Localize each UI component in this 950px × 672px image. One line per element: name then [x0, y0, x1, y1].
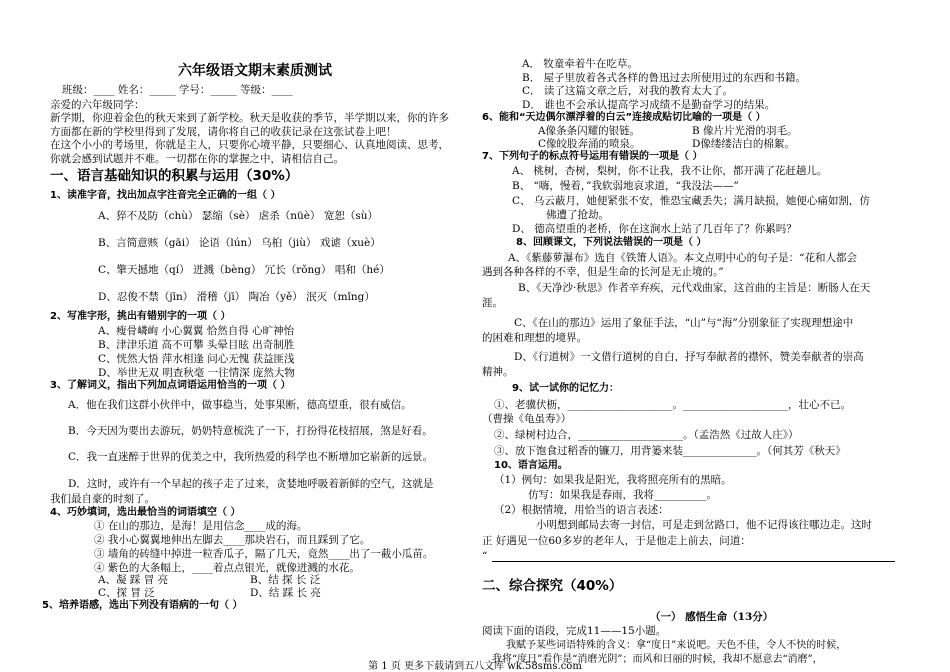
- question-4-option-b: B、结 探 长 泛: [250, 574, 321, 586]
- question-6-option-a: A像条条闪耀的银链。: [538, 125, 641, 137]
- question-8-option-b-line-1: B、《天净沙·秋思》作者辛弃疾，元代戏曲家，这首曲的主旨是：断肠人在天: [518, 282, 871, 294]
- question-1-option-b: B、言简意赅（gāi） 论语（lún） 乌桕（jiù） 戏谑（xuè）: [98, 237, 381, 249]
- question-9-item-1-source: （曹操《龟虽寿》）: [482, 413, 572, 425]
- question-9-item-3: ③、放下饱食过稻香的镰刀，用背篓来装______________。（何其芳《秋天》: [494, 445, 846, 457]
- question-10-part-2-context-2: 正 好遇见一位60多岁的老年人，于是他走上前去，问道：: [482, 535, 751, 547]
- question-2-option-a: A、瘦骨嶙峋 小心翼翼 恰然自得 心旷神怡: [98, 325, 295, 337]
- question-6-option-b: B 像片片光滑的羽毛。: [692, 125, 798, 137]
- passage-line-2: 我将“度日”看作是“消磨光阴”；而风和日丽的时候，我却不愿意去“消磨”，: [492, 654, 823, 665]
- question-10-part-2: （2）根据情境，用恰当的语言表述：: [494, 504, 669, 516]
- question-1-option-c: C、擎天撼地（qí） 迸溅（bèng） 冗长（rǒng） 唱和（hé）: [98, 264, 390, 276]
- answer-line[interactable]: [492, 561, 895, 562]
- question-2-option-b: B、津津乐道 高不可攀 头晕目眩 出奇制胜: [98, 339, 295, 351]
- intro-paragraph-2: 在这个小小的考场里，你就是主人，只要你心境平静，只要细心、认真地阅读、思考，你就会感到试题并不难。一切都在你的掌握之中，请相信自己。: [50, 139, 449, 166]
- question-8-option-a-line-2: 遇到各种各样的不幸，但是生命的长河是无止境的。”: [482, 266, 724, 278]
- question-10-stem: 10、语言运用。: [494, 460, 568, 471]
- question-2-option-c: C、恍然大悟 萍水相逢 问心无愧 获益匪浅: [98, 353, 295, 365]
- greeting: 亲爱的六年级同学：: [50, 99, 145, 111]
- question-5-stem: 5、培养语感，选出下列没有语病的一句（ ）: [42, 600, 243, 611]
- question-8-stem: 8、回顾课文，下列说法错误的一项是（ ）: [516, 237, 707, 248]
- question-5-option-a: A． 牧童牵着牛在吃草。: [522, 58, 638, 70]
- page-footer: 第 1 页 更多下载请到五八文库 wk.58sms.com: [368, 661, 582, 672]
- question-4-sentence-2: ② 我小心翼翼地伸出左脚去____那块岩石，而且踩到了它。: [94, 534, 371, 546]
- question-10-part-1-imitation: 仿写：如果我是春雨，我将__________。: [528, 489, 717, 501]
- question-9-item-1: ①、老骥伏枥，____________________。____________________，壮心不已。: [494, 399, 851, 411]
- question-6-option-d: D像缕缕洁白的棉絮。: [692, 138, 795, 150]
- question-9-stem: 9、试一试你的记忆力：: [512, 383, 619, 394]
- question-2-option-d: D、举世无双 明查秋毫 一往情深 庞然大物: [98, 367, 295, 379]
- question-7-option-d: D、 德高望重的老桥，你在这涧水上站了几百年了？你累吗？: [512, 223, 797, 235]
- question-5-option-b: B． 屋子里放着各式各样的鲁迅过去所使用过的东西和书籍。: [522, 72, 807, 84]
- question-8-option-b-line-2: 涯。: [482, 297, 503, 309]
- question-4-sentence-1: ① 在山的那边，是海！是用信念____成的海。: [94, 520, 308, 532]
- question-8-option-c-line-2: 的困难和理想的境界。: [482, 332, 587, 344]
- subsection-1-heading: （一） 感悟生命（13分）: [650, 611, 774, 623]
- student-info-line: 班级：____ 姓名：_____ 学号：_____ 等级：____: [62, 84, 293, 96]
- section-2-heading: 二、综合探究（40%）: [482, 578, 623, 594]
- question-8-option-a-line-1: A、《紫藤萝瀑布》选自《铁箫人语》。本文点明中心的句子是：“花和人都会: [508, 252, 857, 264]
- question-3-option-d-line-2: 我们最自豪的时刻了。: [50, 493, 155, 505]
- question-3-option-c: C．我一直迷醉于世界的优美之中，我所热爱的科学也不断增加它崭新的远景。: [68, 451, 434, 463]
- question-6-stem: 6、能和“天边偶尔漂浮着的白云”连接成贴切比喻的一项是（ ）: [482, 112, 766, 123]
- question-4-stem: 4、巧妙填词，选出最恰当的词语填空（ ）: [50, 507, 241, 518]
- question-4-option-a: A、凝 踩 冒 亮: [98, 574, 169, 586]
- question-4-option-c: C、探 冒 泛: [98, 587, 155, 599]
- question-3-option-b: B．今天因为要出去游玩，奶奶特意梳洗了一下，打扮得花枝招展，煞是好看。: [68, 425, 433, 437]
- question-5-option-c: C． 读了这篇文章之后，对我的教育太大了。: [522, 85, 733, 97]
- reading-instruction: 阅读下面的语段，完成11——15小题。: [482, 625, 667, 637]
- question-10-part-2-context-1: 小明想到邮局去寄一封信，可是走到岔路口，他不记得该往哪边走。这时: [536, 519, 872, 531]
- question-4-sentence-4: ④ 紫色的大条幅上，____着点点银光，就像迸溅的水花。: [94, 562, 360, 574]
- question-9-item-2: ②、绿树村边合，____________________。（孟浩然《过故人庄》）: [494, 429, 799, 441]
- exam-title: 六年级语文期末素质测试: [178, 63, 332, 79]
- question-1-option-a: A、猝不及防（chù） 瑟缩（sè） 虐杀（nüè） 宽恕（sù）: [98, 210, 378, 222]
- question-8-option-d-line-1: D、《行道树》一文借行道树的自白，抒写奉献者的襟怀，赞美奉献者的崇高: [514, 351, 864, 363]
- question-7-option-c-line-2: 佛遭了抢劫。: [546, 209, 609, 221]
- question-3-option-a: A．他在我们这群小伙伴中，做事稳当，处事果断，德高望重，很有威信。: [68, 399, 412, 411]
- question-7-stem: 7、下列句子的标点符号运用有错误的一项是（ ）: [482, 151, 703, 162]
- question-4-sentence-3: ③ 墙角的砖缝中掉进一粒香瓜子，隔了几天，竟然____出了一截小瓜苗。: [94, 548, 434, 560]
- question-1-option-d: D、忍俊不禁（jīn） 滑稽（jī） 陶冶（yě） 泯灭（mǐng）: [98, 291, 375, 303]
- question-8-option-c-line-1: C、《在山的那边》运用了象征手法，“山”与“海”分别象征了实现理想途中: [514, 317, 854, 329]
- question-3-stem: 3、了解词义，指出下列加点词语运用恰当的一项（ ）: [50, 380, 291, 391]
- question-7-option-c-line-1: C、 乌云蔽月，她便紧张不安，惟恐宝藏丢失；满月缺损，她便心痛如割，仿: [512, 195, 870, 207]
- question-2-stem: 2、写准字形，挑出有错别字的一项（ ）: [50, 311, 231, 322]
- question-1-stem: 1、读准字音，找出加点字注音完全正确的一组（ ）: [50, 190, 281, 201]
- question-10-part-1: （1）例句：如果我是阳光，我将照亮所有的黑暗。: [494, 474, 732, 486]
- question-6-option-c: C像皎股奔涌的喷泉。: [538, 138, 641, 150]
- passage-line-1: 我赋予某些词语特殊的含义：拿“度日”来说吧。天色不佳，令人不快的时候，: [506, 640, 847, 651]
- question-3-option-d-line-1: D．这时，或许有一个早起的孩子走了过来，贪婪地呼吸着新鲜的空气，这就是: [68, 478, 434, 490]
- question-7-option-a: A、 桃树，杏树，梨树，你不让我，我不让你，都开满了花赶趟儿。: [512, 165, 828, 177]
- question-4-option-d: D、结 踩 长 亮: [250, 587, 321, 599]
- question-5-option-d: D． 谁也不会承认提高学习成绩不是勤奋学习的结果。: [522, 99, 776, 111]
- section-1-heading: 一、语言基础知识的积累与运用（30%）: [50, 168, 299, 184]
- question-8-option-d-line-2: 精神。: [482, 366, 514, 378]
- intro-paragraph-1: 新学期，你迎着金色的秋天来到了新学校。秋天是收获的季节，半学期以来，你的许多方面都在新的学校里得到了发展，请你将自己的收获记录在这张试卷上吧！: [50, 112, 449, 139]
- question-7-option-b: B、 “嗨，慢着，”我软弱地哀求道，“我没法——”: [512, 180, 739, 192]
- question-10-answer-quote: “: [482, 550, 488, 562]
